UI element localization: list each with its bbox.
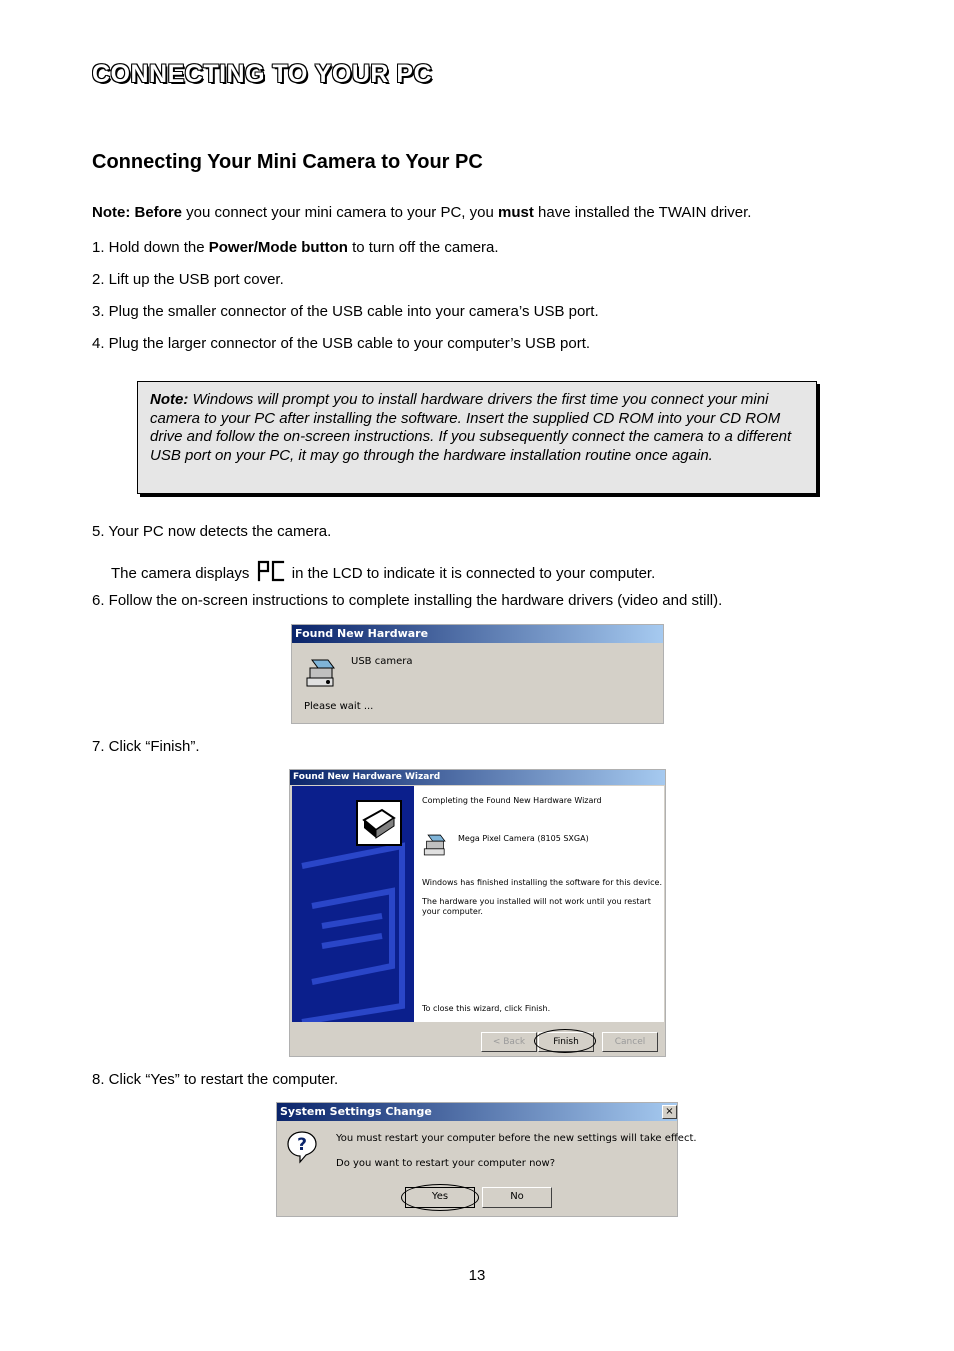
section-title: Connecting Your Mini Camera to Your PC: [92, 151, 483, 173]
yes-highlight: [401, 1184, 479, 1211]
step-5-sub-pre: The camera displays: [111, 565, 254, 582]
page-title: CONNECTING TO YOUR PC: [92, 60, 433, 88]
camera-icon: [422, 832, 448, 858]
wizard-line2a: The hardware you installed will not work until you restart: [422, 897, 651, 906]
restart-dialog: [276, 1102, 697, 1217]
wizard-line2b: your computer.: [422, 907, 483, 916]
step-3: 3. Plug the smaller connector of the USB cable into your camera’s USB port.: [92, 303, 599, 320]
yes-button[interactable]: Yes: [405, 1187, 475, 1208]
question-icon: [286, 1130, 318, 1164]
step-7: 7. Click “Finish”.: [92, 738, 200, 755]
back-button[interactable]: < Back: [481, 1032, 537, 1052]
step-8: 8. Click “Yes” to restart the computer.: [92, 1071, 339, 1088]
step-5-sub-post: in the LCD to indicate it is connected to your computer.: [287, 565, 656, 582]
lcd-pc-icon: [256, 560, 286, 582]
wizard-close-hint: To close this wizard, click Finish.: [422, 1004, 551, 1013]
no-button[interactable]: No: [482, 1187, 552, 1208]
step-1-post: to turn off the camera.: [347, 239, 499, 256]
svg-text:?: ?: [297, 1135, 307, 1155]
step-5-sub: [111, 560, 655, 583]
step-2: 2. Lift up the USB port cover.: [92, 271, 284, 288]
cancel-button[interactable]: Cancel: [602, 1032, 658, 1052]
intro-note-label: Note: Before: [92, 204, 183, 221]
intro-note-bold: must: [498, 204, 534, 221]
step-1: [92, 239, 499, 257]
restart-msg2: Do you want to restart your computer now?: [336, 1158, 556, 1169]
wizard-side-panel: [292, 786, 414, 1022]
step-5: 5. Your PC now detects the camera.: [92, 523, 332, 540]
finish-highlight: [534, 1029, 596, 1053]
found-hardware-status: Please wait ...: [304, 701, 374, 712]
wizard-titlebar: Found New Hardware Wizard: [290, 770, 665, 785]
wizard-hardware-icon: [356, 800, 402, 846]
close-icon[interactable]: ×: [662, 1105, 677, 1119]
note-box-label: Note:: [150, 391, 189, 408]
note-box-body: Windows will prompt you to install hardware drivers the first time you connect your mini camera to your PC after installing the software. Insert the supplied CD ROM into your CD ROM drive and follow the on-screen instructions. If you subsequently connect the camera to a different USB port on your PC, it may go through the hardware installation routine once again.: [150, 391, 792, 464]
page-number: 13: [468, 1267, 486, 1284]
found-hardware-device: USB camera: [351, 656, 413, 667]
step-6: 6. Follow the on-screen instructions to complete installing the hardware drivers (video and still).: [92, 592, 723, 609]
step-1-bold: Power/Mode button: [208, 239, 348, 256]
restart-titlebar: System Settings Change: [277, 1103, 677, 1121]
wizard-heading: Completing the Found New Hardware Wizard: [422, 796, 602, 805]
restart-msg1: You must restart your computer before the new settings will take effect.: [336, 1133, 697, 1144]
intro-note: [92, 204, 751, 222]
wizard-content: [414, 786, 664, 1022]
wizard-dialog: [289, 769, 666, 1057]
finish-button[interactable]: Finish: [538, 1032, 594, 1052]
camera-icon: [304, 656, 338, 690]
step-4: 4. Plug the larger connector of the USB cable to your computer’s USB port.: [92, 335, 591, 352]
intro-note-text1: you connect your mini camera to your PC, you: [182, 204, 498, 221]
step-1-pre: 1. Hold down the: [92, 239, 209, 256]
intro-note-text2: have installed the TWAIN driver.: [533, 204, 752, 221]
found-hardware-dialog: [291, 624, 664, 724]
found-hardware-titlebar: Found New Hardware: [292, 625, 663, 643]
note-box-text: [150, 391, 805, 465]
wizard-device: Mega Pixel Camera (8105 SXGA): [458, 834, 589, 843]
wizard-line1: Windows has finished installing the software for this device.: [422, 878, 662, 887]
